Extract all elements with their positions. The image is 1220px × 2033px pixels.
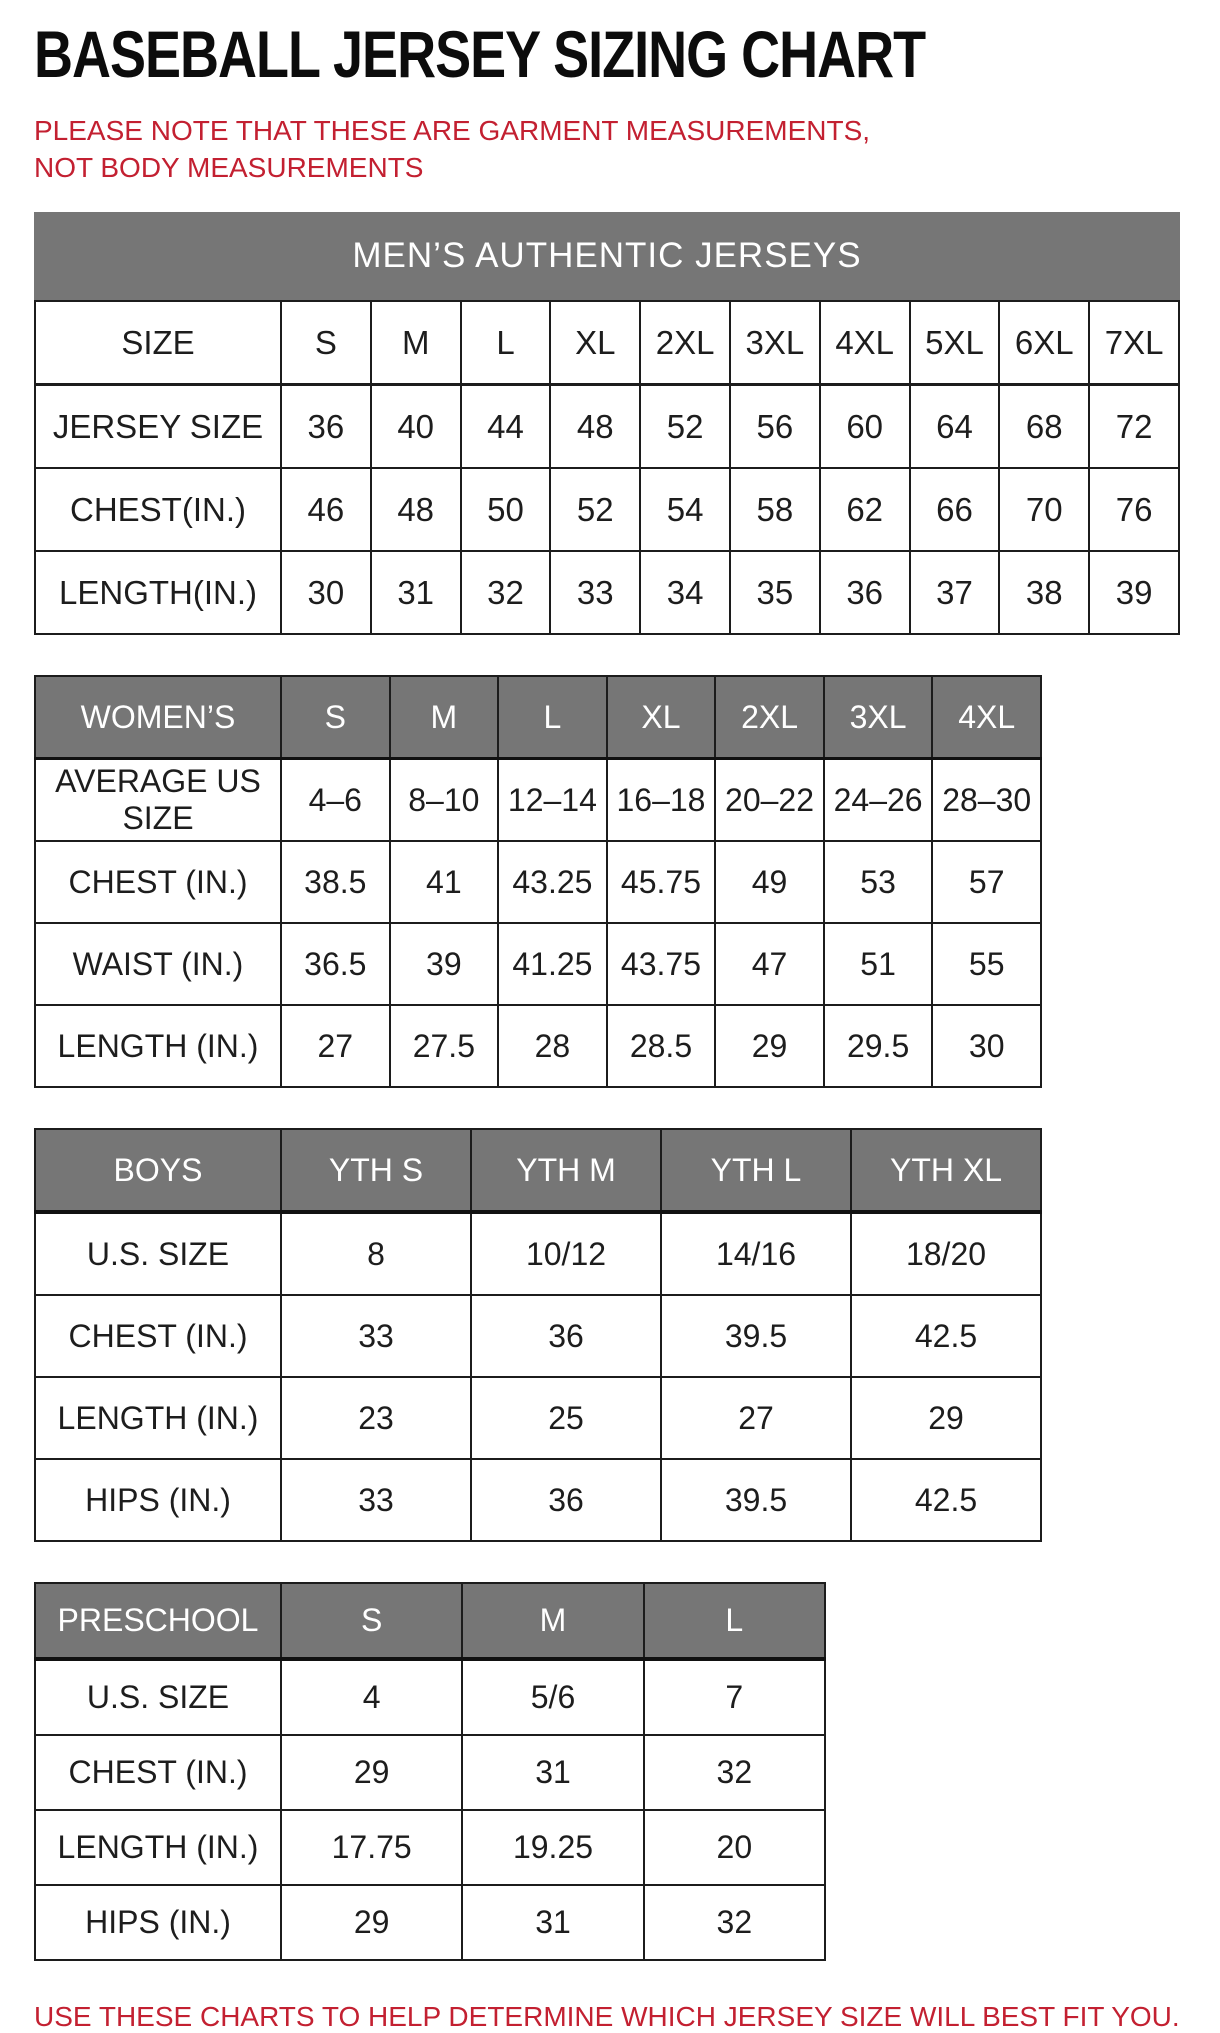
mens-data-cell: 48 [550, 385, 640, 469]
size-tables-container [34, 212, 1186, 1961]
boys-data-cell: 25 [471, 1377, 661, 1459]
boys-data-cell: 33 [281, 1459, 471, 1541]
preschool-data-cell: 20 [644, 1810, 825, 1885]
womens-data-cell: 8–10 [390, 759, 499, 842]
mens-data-cell: 48 [371, 468, 461, 551]
womens-data-cell: 49 [715, 841, 824, 923]
womens-data-cell: 39 [390, 923, 499, 1005]
womens-row-3 [35, 1005, 1041, 1087]
mens-header-cell: XL [550, 301, 640, 385]
boys-header-row [35, 1129, 1041, 1212]
boys-data-cell: 36 [471, 1295, 661, 1377]
mens-header-row [35, 301, 1179, 385]
preschool-header-cell: PRESCHOOL [35, 1583, 281, 1659]
mens-data-cell: 33 [550, 551, 640, 634]
boys-header-cell: YTH S [281, 1129, 471, 1212]
mens-data-cell: 58 [730, 468, 820, 551]
preschool-row-2 [35, 1810, 825, 1885]
mens-data-cell: 70 [999, 468, 1089, 551]
mens-data-cell: 68 [999, 385, 1089, 469]
mens-header-cell: M [371, 301, 461, 385]
preschool-row-label: LENGTH (IN.) [35, 1810, 281, 1885]
womens-data-cell: 20–22 [715, 759, 824, 842]
mens-data-cell: 30 [281, 551, 371, 634]
mens-row-1 [35, 468, 1179, 551]
boys-data-cell: 42.5 [851, 1295, 1041, 1377]
boys-data-cell: 23 [281, 1377, 471, 1459]
preschool-header-row [35, 1583, 825, 1659]
womens-header-cell: S [281, 676, 390, 759]
boys-header-cell: YTH M [471, 1129, 661, 1212]
mens-data-cell: 56 [730, 385, 820, 469]
preschool-data-cell: 31 [462, 1735, 643, 1810]
mens-data-cell: 50 [461, 468, 551, 551]
womens-row-0 [35, 759, 1041, 842]
mens-data-cell: 36 [820, 551, 910, 634]
boys-row-2 [35, 1377, 1041, 1459]
mens-header-cell: 6XL [999, 301, 1089, 385]
womens-row-label: WAIST (IN.) [35, 923, 281, 1005]
womens-header-cell: M [390, 676, 499, 759]
mens-row-label: LENGTH(IN.) [35, 551, 281, 634]
mens-row-2 [35, 551, 1179, 634]
womens-data-cell: 16–18 [607, 759, 716, 842]
boys-sizing-table [34, 1128, 1186, 1542]
mens-data-cell: 39 [1089, 551, 1179, 634]
womens-data-cell: 27.5 [390, 1005, 499, 1087]
boys-data-cell: 39.5 [661, 1295, 851, 1377]
womens-row-label: LENGTH (IN.) [35, 1005, 281, 1087]
womens-row-label: CHEST (IN.) [35, 841, 281, 923]
preschool-data-cell: 19.25 [462, 1810, 643, 1885]
womens-data-cell: 28–30 [932, 759, 1041, 842]
boys-row-0 [35, 1212, 1041, 1295]
boys-row-label: HIPS (IN.) [35, 1459, 281, 1541]
womens-header-cell: L [498, 676, 607, 759]
boys-row-label: LENGTH (IN.) [35, 1377, 281, 1459]
mens-data-cell: 38 [999, 551, 1089, 634]
mens-data-cell: 52 [550, 468, 640, 551]
womens-data-cell: 4–6 [281, 759, 390, 842]
mens-header-cell: 3XL [730, 301, 820, 385]
preschool-row-label: CHEST (IN.) [35, 1735, 281, 1810]
preschool-data-cell: 4 [281, 1659, 462, 1735]
mens-data-cell: 76 [1089, 468, 1179, 551]
mens-data-cell: 72 [1089, 385, 1179, 469]
boys-row-label: CHEST (IN.) [35, 1295, 281, 1377]
boys-data-cell: 29 [851, 1377, 1041, 1459]
womens-data-cell: 36.5 [281, 923, 390, 1005]
boys-row-1 [35, 1295, 1041, 1377]
boys-header-cell: BOYS [35, 1129, 281, 1212]
mens-data-cell: 46 [281, 468, 371, 551]
preschool-data-cell: 29 [281, 1885, 462, 1960]
womens-data-cell: 29 [715, 1005, 824, 1087]
preschool-header-cell: L [644, 1583, 825, 1659]
womens-row-label: AVERAGE US SIZE [35, 759, 281, 842]
boys-row-3 [35, 1459, 1041, 1541]
boys-header-cell: YTH XL [851, 1129, 1041, 1212]
womens-data-cell: 38.5 [281, 841, 390, 923]
womens-data-cell: 29.5 [824, 1005, 933, 1087]
womens-header-cell: 2XL [715, 676, 824, 759]
womens-header-cell: 4XL [932, 676, 1041, 759]
mens-data-cell: 36 [281, 385, 371, 469]
preschool-row-3 [35, 1885, 825, 1960]
preschool-data-cell: 32 [644, 1735, 825, 1810]
mens-data-cell: 62 [820, 468, 910, 551]
mens-data-cell: 35 [730, 551, 820, 634]
mens-header-cell: SIZE [35, 301, 281, 385]
mens-header-cell: 2XL [640, 301, 730, 385]
womens-header-cell: WOMEN’S [35, 676, 281, 759]
mens-data-cell: 40 [371, 385, 461, 469]
mens-header-cell: 4XL [820, 301, 910, 385]
mens-header-cell: 5XL [910, 301, 1000, 385]
boys-row-label: U.S. SIZE [35, 1212, 281, 1295]
womens-data-cell: 24–26 [824, 759, 933, 842]
womens-data-cell: 47 [715, 923, 824, 1005]
preschool-row-0 [35, 1659, 825, 1735]
mens-data-cell: 52 [640, 385, 730, 469]
mens-data-cell: 60 [820, 385, 910, 469]
boys-data-cell: 36 [471, 1459, 661, 1541]
womens-data-cell: 43.25 [498, 841, 607, 923]
womens-data-cell: 28 [498, 1005, 607, 1087]
womens-row-1 [35, 841, 1041, 923]
boys-data-cell: 39.5 [661, 1459, 851, 1541]
boys-data-cell: 42.5 [851, 1459, 1041, 1541]
boys-data-cell: 27 [661, 1377, 851, 1459]
mens-data-cell: 66 [910, 468, 1000, 551]
womens-sizing-table [34, 675, 1186, 1088]
preschool-data-cell: 31 [462, 1885, 643, 1960]
mens-header-cell: S [281, 301, 371, 385]
mens-row-label: CHEST(IN.) [35, 468, 281, 551]
preschool-data-cell: 17.75 [281, 1810, 462, 1885]
mens-data-cell: 54 [640, 468, 730, 551]
boys-data-cell: 18/20 [851, 1212, 1041, 1295]
preschool-data-cell: 29 [281, 1735, 462, 1810]
garment-measurements-note: PLEASE NOTE THAT THESE ARE GARMENT MEASUREMENTS, NOT BODY MEASUREMENTS [34, 115, 871, 183]
preschool-header-cell: M [462, 1583, 643, 1659]
preschool-row-1 [35, 1735, 825, 1810]
mens-data-cell: 31 [371, 551, 461, 634]
preschool-data-cell: 7 [644, 1659, 825, 1735]
preschool-row-label: U.S. SIZE [35, 1659, 281, 1735]
womens-data-cell: 45.75 [607, 841, 716, 923]
womens-data-cell: 55 [932, 923, 1041, 1005]
mens-row-0 [35, 385, 1179, 469]
mens-data-cell: 32 [461, 551, 551, 634]
mens-header-cell: 7XL [1089, 301, 1179, 385]
page-title: BASEBALL JERSEY SIZING CHART [34, 18, 926, 92]
mens-data-cell: 34 [640, 551, 730, 634]
preschool-sizing-table [34, 1582, 1186, 1961]
womens-data-cell: 12–14 [498, 759, 607, 842]
womens-data-cell: 41.25 [498, 923, 607, 1005]
boys-data-cell: 14/16 [661, 1212, 851, 1295]
boys-data-cell: 33 [281, 1295, 471, 1377]
boys-data-cell: 10/12 [471, 1212, 661, 1295]
mens-header-cell: L [461, 301, 551, 385]
fit-guidance-note: USE THESE CHARTS TO HELP DETERMINE WHICH JERSEY SIZE WILL BEST FIT YOU. [34, 2001, 1180, 2032]
preschool-header-cell: S [281, 1583, 462, 1659]
womens-data-cell: 41 [390, 841, 499, 923]
mens-row-label: JERSEY SIZE [35, 385, 281, 469]
womens-header-row [35, 676, 1041, 759]
boys-header-cell: YTH L [661, 1129, 851, 1212]
boys-data-cell: 8 [281, 1212, 471, 1295]
womens-data-cell: 30 [932, 1005, 1041, 1087]
mens-data-cell: 44 [461, 385, 551, 469]
womens-data-cell: 28.5 [607, 1005, 716, 1087]
mens-sizing-table [34, 212, 1186, 635]
womens-data-cell: 43.75 [607, 923, 716, 1005]
mens-table-banner: MEN’S AUTHENTIC JERSEYS [34, 212, 1180, 300]
womens-header-cell: XL [607, 676, 716, 759]
womens-header-cell: 3XL [824, 676, 933, 759]
womens-data-cell: 57 [932, 841, 1041, 923]
womens-data-cell: 27 [281, 1005, 390, 1087]
preschool-data-cell: 5/6 [462, 1659, 643, 1735]
womens-data-cell: 51 [824, 923, 933, 1005]
mens-data-cell: 37 [910, 551, 1000, 634]
womens-data-cell: 53 [824, 841, 933, 923]
preschool-row-label: HIPS (IN.) [35, 1885, 281, 1960]
mens-data-cell: 64 [910, 385, 1000, 469]
womens-row-2 [35, 923, 1041, 1005]
preschool-data-cell: 32 [644, 1885, 825, 1960]
